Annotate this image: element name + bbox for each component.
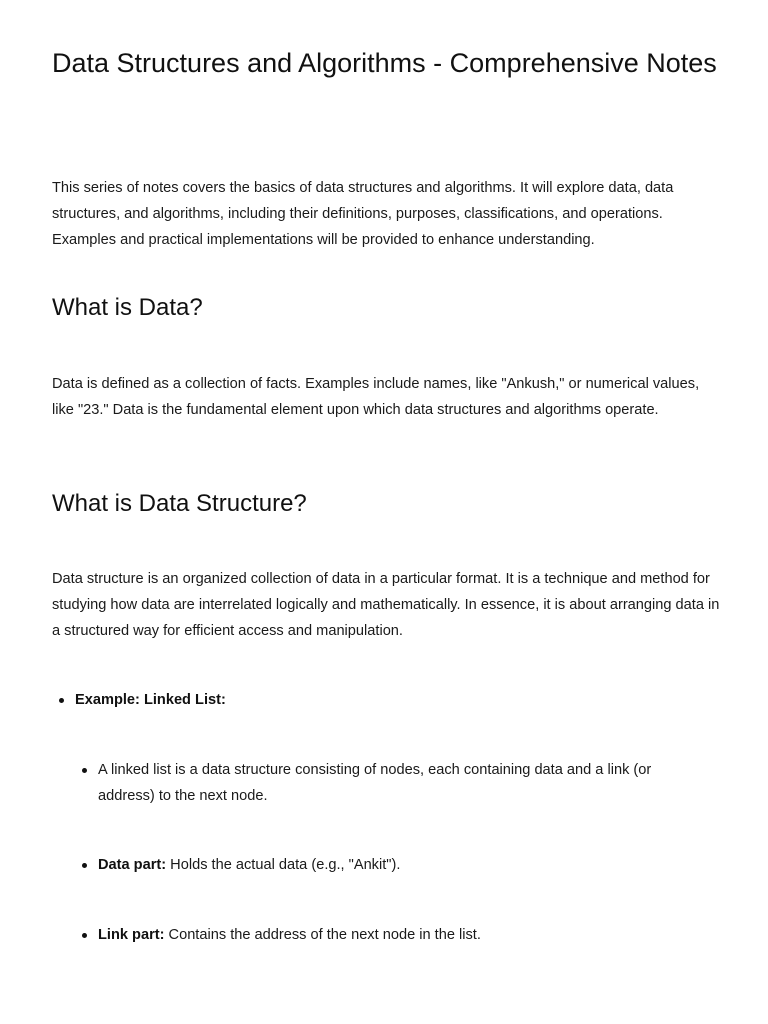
bullet-icon: [59, 698, 64, 703]
list-item-example: [75, 687, 715, 713]
section-heading-data-structure: What is Data Structure?: [52, 490, 307, 517]
list-item-link-part: [98, 922, 708, 948]
list-item-bold-label: Data part:: [98, 857, 167, 873]
section-body-data-structure: Data structure is an organized collection of data in a particular format. It is a technique and method for studying how data are interrelated logically and mathematically. In essence, it is about arranging data in a structured way for efficient access and manipulation.: [52, 571, 720, 639]
bullet-icon: [82, 863, 87, 868]
list-item-linked-list-definition: [98, 757, 708, 809]
list-item-bold-label: Link part:: [98, 927, 165, 943]
section-heading-data: What is Data?: [52, 294, 203, 321]
bullet-icon: [82, 933, 87, 938]
example-label: Example: Linked List:: [75, 692, 226, 708]
list-item-data-part: [98, 852, 708, 878]
document-title: Data Structures and Algorithms - Comprehensive Notes: [52, 48, 717, 78]
bullet-icon: [82, 768, 87, 773]
list-item-text: A linked list is a data structure consisting of nodes, each containing data and a link (or address) to the next node.: [98, 762, 652, 804]
section-body-data: Data is defined as a collection of facts. Examples include names, like "Ankush," or numerical values, like "23." Data is the fundamental element upon which data structures and algorithms operate.: [52, 376, 700, 418]
intro-paragraph: This series of notes covers the basics of data structures and algorithms. It will explore data, data structures, and algorithms, including their definitions, purposes, classifications, and operations. Examples and practical implementations will be provided to enhance understanding.: [52, 180, 674, 248]
list-item-text: Holds the actual data (e.g., "Ankit").: [166, 857, 401, 873]
list-item-text: Contains the address of the next node in the list.: [164, 927, 481, 943]
